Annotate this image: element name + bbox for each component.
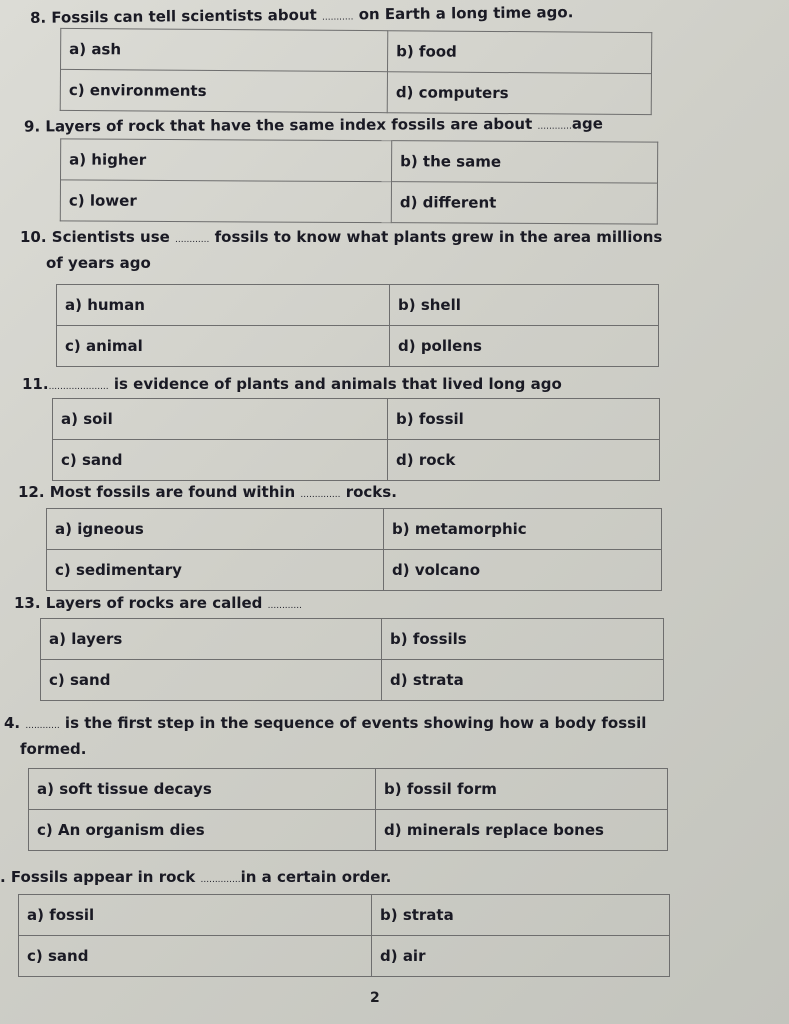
question-11-stem: 11...................... is evidence of plants and animals that lived long ago <box>22 375 562 393</box>
question-10-stem-continued: of years ago <box>46 254 151 272</box>
question-15-stem: . Fossils appear in rock ..............in a certain order. <box>0 868 392 886</box>
option-c[interactable]: c) An organism dies <box>29 810 376 851</box>
option-a[interactable]: a) igneous <box>47 509 384 550</box>
option-a[interactable]: a) fossil <box>19 895 372 936</box>
option-c[interactable]: c) sand <box>41 660 382 701</box>
question-14-stem: 4. ............ is the first step in the sequence of events showing how a body fossil <box>4 714 647 732</box>
option-b[interactable]: b) fossil <box>388 399 660 440</box>
question-15-options <box>18 894 670 977</box>
question-8-stem: 8. Fossils can tell scientists about ........... on Earth a long time ago. <box>29 3 574 27</box>
question-9-stem: 9. Layers of rock that have the same index fossils are about ............age <box>23 114 603 136</box>
option-c[interactable]: c) animal <box>57 326 390 367</box>
option-d[interactable]: d) strata <box>382 660 664 701</box>
option-b[interactable]: b) fossil form <box>376 769 668 810</box>
question-12-options <box>46 508 662 591</box>
option-a[interactable]: a) soil <box>53 399 388 440</box>
page-number: 2 <box>370 990 380 1006</box>
question-8-options <box>60 28 653 115</box>
option-b[interactable]: b) the same <box>391 141 657 183</box>
question-12-stem: 12. Most fossils are found within .............. rocks. <box>18 483 397 501</box>
option-d[interactable]: d) minerals replace bones <box>376 810 668 851</box>
option-b[interactable]: b) shell <box>390 285 659 326</box>
option-a[interactable]: a) layers <box>41 619 382 660</box>
option-d[interactable]: d) volcano <box>384 550 662 591</box>
option-d[interactable]: d) air <box>372 936 670 977</box>
question-10-stem: 10. Scientists use ............ fossils to know what plants grew in the area millions <box>20 228 663 246</box>
option-c[interactable]: c) lower <box>60 180 391 223</box>
option-c[interactable]: c) sand <box>19 936 372 977</box>
option-b[interactable]: b) metamorphic <box>384 509 662 550</box>
question-9-options <box>60 138 658 224</box>
question-11-options <box>52 398 660 481</box>
option-b[interactable]: b) food <box>387 31 651 74</box>
question-10-options <box>56 284 659 367</box>
option-d[interactable]: d) different <box>391 182 657 224</box>
option-c[interactable]: c) sedimentary <box>47 550 384 591</box>
option-a[interactable]: a) higher <box>61 139 392 182</box>
option-d[interactable]: d) computers <box>387 72 651 115</box>
option-d[interactable]: d) pollens <box>390 326 659 367</box>
question-14-options <box>28 768 668 851</box>
option-a[interactable]: a) soft tissue decays <box>29 769 376 810</box>
question-14-stem-continued: formed. <box>20 740 87 758</box>
option-c[interactable]: c) sand <box>53 440 388 481</box>
option-b[interactable]: b) fossils <box>382 619 664 660</box>
question-13-options <box>40 618 664 701</box>
question-13-stem: 13. Layers of rocks are called ............ <box>14 594 302 612</box>
option-c[interactable]: c) environments <box>60 69 387 112</box>
option-a[interactable]: a) ash <box>61 28 388 71</box>
option-a[interactable]: a) human <box>57 285 390 326</box>
option-d[interactable]: d) rock <box>388 440 660 481</box>
option-b[interactable]: b) strata <box>372 895 670 936</box>
